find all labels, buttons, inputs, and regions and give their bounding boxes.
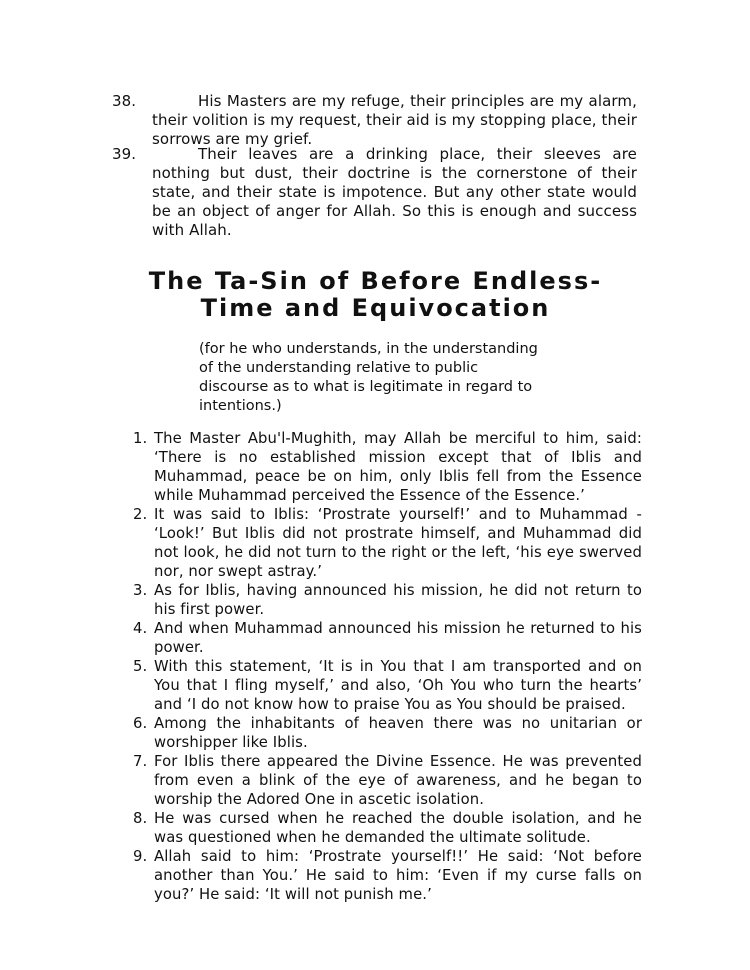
list-item	[133, 657, 642, 714]
list-item-number: 7.	[133, 753, 148, 770]
paragraph-text: Their leaves are a drinking place, their sleeves are nothing but dust, their doctrine is the cornerstone of their state, and their state is impotence. But any other state would be an object of anger for Allah. So this is enough and success with Allah.	[152, 145, 637, 239]
section-epigraph: (for he who understands, in the understanding of the understanding relative to public discourse as to what is legitimate in regard to intentions.)	[199, 341, 538, 414]
list-item-number: 6.	[133, 715, 148, 732]
list-item-number: 1.	[133, 430, 148, 447]
list-item	[133, 714, 642, 752]
list-item-number: 5.	[133, 658, 148, 675]
list-item-text: He was cursed when he reached the double isolation, and he was questioned when he demanded the ultimate solitude.	[154, 810, 642, 846]
paragraph-number: 38.	[112, 92, 137, 110]
list-item	[133, 809, 642, 847]
list-item	[133, 847, 642, 904]
paragraph-38	[112, 92, 637, 149]
list-item-text: With this statement, ‘It is in You that I am transported and on You that I fling myself,’ and also, ‘Oh You who turn the hearts’ and ‘I do not know how to praise You as You should be praised.	[154, 658, 642, 713]
list-item	[133, 581, 642, 619]
list-item-text: It was said to Iblis: ‘Prostrate yourself!’ and to Muhammad - ‘Look!’ But Iblis did not prostrate himself, and Muhammad did not look, he did not turn to the right or the left, ‘his eye swerved nor, nor swept astray.’	[154, 506, 642, 580]
section-title: The Ta-Sin of Before Endless-Time and Equivocation	[148, 267, 603, 322]
list-item-text: And when Muhammad announced his mission he returned to his power.	[154, 620, 642, 656]
paragraph-39	[112, 145, 637, 240]
list-item-text: As for Iblis, having announced his mission, he did not return to his first power.	[154, 582, 642, 618]
list-item-number: 9.	[133, 848, 148, 865]
paragraph-number: 39.	[112, 145, 137, 163]
list-item-text: Among the inhabitants of heaven there was no unitarian or worshipper like Iblis.	[154, 715, 642, 751]
list-item-number: 8.	[133, 810, 148, 827]
list-item	[133, 505, 642, 581]
list-item	[133, 619, 642, 657]
list-item-number: 4.	[133, 620, 148, 637]
paragraph-text: His Masters are my refuge, their principles are my alarm, their volition is my request, their aid is my stopping place, their sorrows are my grief.	[152, 92, 637, 148]
list-item	[133, 752, 642, 809]
list-item-number: 2.	[133, 506, 148, 523]
list-item-text: Allah said to him: ‘Prostrate yourself!!’ He said: ‘Not before another than You.’ He said to him: ‘Even if my curse falls on you?’ He said: ‘It will not punish me.’	[154, 848, 642, 903]
numbered-list	[133, 429, 642, 904]
list-item	[133, 429, 642, 505]
list-item-text: The Master Abu'l-Mughith, may Allah be merciful to him, said: ‘There is no established mission except that of Iblis and Muhammad, peace be on him, only Iblis fell from the Essence while Muhammad perceived the Essence of the Essence.’	[154, 430, 642, 504]
list-item-text: For Iblis there appeared the Divine Essence. He was prevented from even a blink of the eye of awareness, and he began to worship the Adored One in ascetic isolation.	[154, 753, 642, 808]
list-item-number: 3.	[133, 582, 148, 599]
